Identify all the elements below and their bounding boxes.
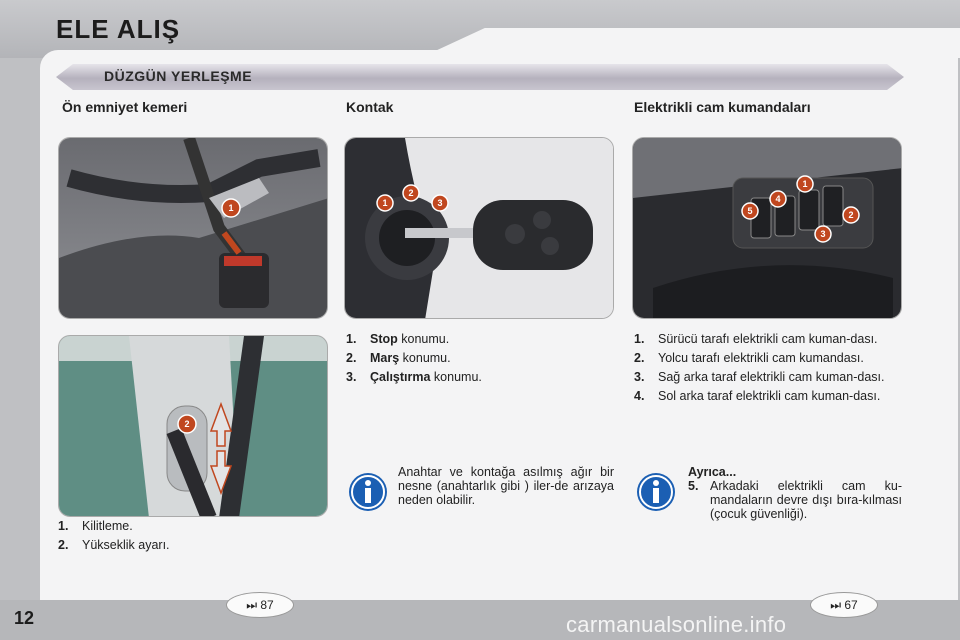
- reference-link-87[interactable]: ⏭ 87: [226, 592, 294, 618]
- callout-3: 3: [820, 229, 826, 239]
- seatbelt-list: [58, 519, 326, 557]
- info-icon: [348, 472, 388, 512]
- callout-2: 2: [408, 188, 414, 198]
- section-title: DÜZGÜN YERLEŞME: [104, 68, 253, 84]
- reference-link-67[interactable]: ⏭ 67: [810, 592, 878, 618]
- callout-2: 2: [184, 419, 190, 429]
- callout-1: 1: [802, 179, 808, 189]
- seatbelt-height-photo: [58, 335, 328, 517]
- callout-3: 3: [437, 198, 443, 208]
- seatbelt-heading: Ön emniyet kemeri: [62, 99, 188, 115]
- seatbelt-buckle-photo: [58, 137, 328, 319]
- list-item: 3. Sağ arka taraf elektrikli cam kuman-dası.: [634, 370, 885, 384]
- list-item: 1. Kilitleme.: [58, 519, 133, 533]
- watermark: carmanualsonline.info: [566, 612, 787, 637]
- window-controls-photo: [632, 137, 902, 319]
- list-item: 3. Çalıştırma konumu.: [346, 370, 482, 384]
- callout-1: 1: [228, 203, 234, 213]
- note-title: Ayrıca...: [688, 465, 737, 479]
- list-item: 2. Yolcu tarafı elektrikli cam kumandası.: [634, 351, 864, 365]
- windows-note: [688, 465, 902, 521]
- ignition-key-photo: [344, 137, 614, 319]
- ignition-list: [346, 332, 614, 389]
- page-number: 12: [14, 608, 35, 628]
- windows-list: [634, 332, 902, 408]
- note-item: 5. Arkadaki elektrikli cam ku-mandaların devre dışı bıra-kılması (çocuk güvenliği).: [688, 479, 902, 521]
- info-icon: [636, 472, 676, 512]
- list-item: 4. Sol arka taraf elektrikli cam kuman-dası.: [634, 389, 881, 403]
- ignition-heading: Kontak: [346, 99, 394, 115]
- list-item: 2. Marş konumu.: [346, 351, 451, 365]
- list-item: 1. Sürücü tarafı elektrikli cam kuman-dası.: [634, 332, 878, 346]
- ignition-note: Anahtar ve kontağa asılmış ağır bir nesne (anahtarlık gibi ) iler-de arızaya neden olabilir.: [398, 465, 614, 507]
- list-item: 2. Yükseklik ayarı.: [58, 538, 170, 552]
- callout-5: 5: [747, 206, 753, 216]
- windows-heading: Elektrikli cam kumandaları: [634, 99, 811, 115]
- list-item: 1. Stop konumu.: [346, 332, 450, 346]
- page-title: ELE ALIŞ: [56, 14, 181, 44]
- callout-4: 4: [775, 194, 781, 204]
- callout-2: 2: [848, 210, 854, 220]
- callout-1: 1: [382, 198, 388, 208]
